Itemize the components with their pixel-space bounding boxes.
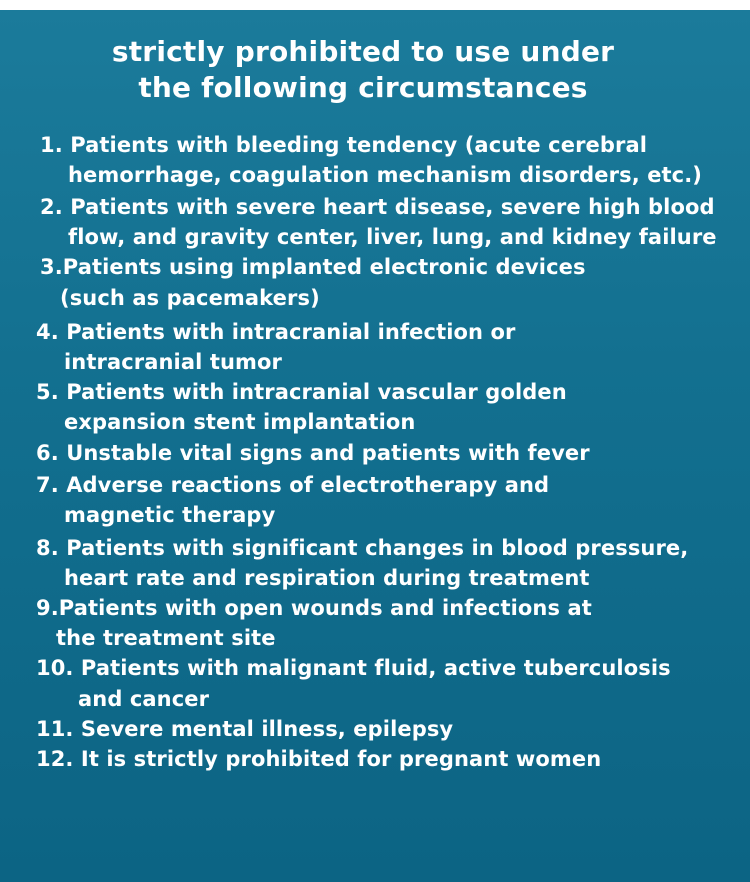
list-item-4-line-1: 4. Patients with intracranial infection or: [36, 320, 516, 344]
list-item-11-line-1: 11. Severe mental illness, epilepsy: [36, 717, 454, 741]
list-item-10-line-1: 10. Patients with malignant fluid, active tuberculosis: [36, 656, 671, 680]
list-item-8-line-1: 8. Patients with significant changes in blood pressure,: [36, 536, 689, 560]
list-item-8-line-2: heart rate and respiration during treatment: [64, 566, 590, 590]
list-item-1-line-2: hemorrhage, coagulation mechanism disorders, etc.): [68, 163, 702, 187]
list-item-3-line-2: (such as pacemakers): [60, 286, 320, 310]
title-line-1: strictly prohibited to use under: [111, 35, 615, 68]
list-item-10-line-2: and cancer: [78, 687, 210, 711]
list-item-2-line-2: flow, and gravity center, liver, lung, and kidney failure: [68, 225, 717, 249]
contraindication-list: [0, 10, 750, 882]
list-item-9-line-1: 9.Patients with open wounds and infections at: [36, 596, 592, 620]
list-item-12-line-1: 12. It is strictly prohibited for pregnant women: [36, 747, 602, 771]
list-item-4-line-2: intracranial tumor: [64, 350, 282, 374]
title-line-2: the following circumstances: [138, 71, 588, 104]
list-item-3-line-1: 3.Patients using implanted electronic devices: [40, 255, 586, 279]
contraindications-panel: [0, 10, 750, 882]
list-item-7-line-1: 7. Adverse reactions of electrotherapy and: [36, 473, 550, 497]
list-item-5-line-2: expansion stent implantation: [64, 410, 416, 434]
list-item-7-line-2: magnetic therapy: [64, 503, 276, 527]
list-item-9-line-2: the treatment site: [56, 626, 276, 650]
list-item-1-line-1: 1. Patients with bleeding tendency (acute cerebral: [40, 133, 648, 157]
list-item-6-line-1: 6. Unstable vital signs and patients with fever: [36, 441, 590, 465]
list-item-2-line-1: 2. Patients with severe heart disease, severe high blood: [40, 195, 715, 219]
list-item-5-line-1: 5. Patients with intracranial vascular golden: [36, 380, 567, 404]
